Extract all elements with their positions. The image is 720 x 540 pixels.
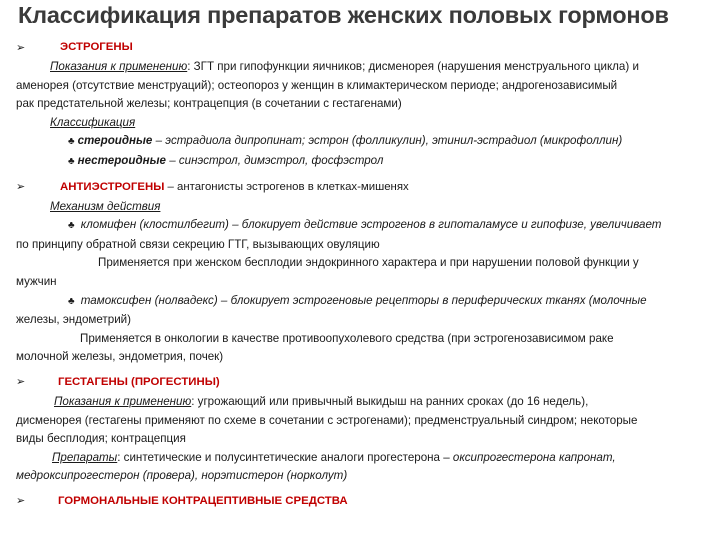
arrow-bullet-icon: ➢	[16, 495, 26, 508]
tamoxifen-line2: железы, эндометрий)	[16, 313, 132, 327]
arrow-bullet-icon: ➢	[16, 376, 26, 389]
arrow-bullet-icon: ➢	[16, 41, 26, 54]
arrow-bullet-icon: ➢	[16, 181, 26, 194]
estrogens-indications-line3: рак предстательной железы; контрацепция (в сочетании с гестагенами)	[16, 97, 402, 111]
estrogens-indications-line2: аменорея (отсутствие менструаций); остеопороз у женщин в климактерическом периоде; андрогенозависимый	[16, 78, 618, 92]
gestagens-drugs-line2: медроксипрогестерон (провера), норэтистерон (норколут)	[16, 469, 348, 483]
estrogens-indications: Показания к применению: ЗГТ при гипофункции яичников; дисменорея (нарушения менструального цикла) и	[50, 60, 639, 73]
clomiphene-line2: по принципу обратной связи секрецию ГТГ, вызывающих овуляцию	[16, 237, 380, 251]
section-heading-estrogens	[16, 36, 706, 58]
contraceptives-heading: ГОРМОНАЛЬНЫЕ КОНТРАЦЕПТИВНЫЕ СРЕДСТВА	[58, 494, 348, 507]
document-body	[16, 36, 706, 512]
tamoxifen-item: ♣ тамоксифен (нолвадекс) – блокирует эстрогеновые рецепторы в периферических тканях (молочные	[68, 293, 647, 307]
gestagens-drugs: Препараты: синтетические и полусинтетические аналоги прогестерона – оксипрогестерона капронат,	[52, 450, 616, 464]
section-heading-contraceptives	[16, 490, 706, 512]
antiestrogens-mechanism-label: Механизм действия	[50, 199, 161, 213]
gestagens-indications: Показания к применению: угрожающий или привычный выкидыш на ранних сроках (до 16 недель),	[54, 394, 589, 408]
estrogens-steroid-item: ♣ стероидные – эстрадиола дипропинат; эстрон (фолликулин), этинил-эстрадиол (микрофоллин)	[68, 134, 623, 148]
club-bullet-icon: ♣	[68, 220, 75, 232]
gestagens-indications-line2: дисменорея (гестагены применяют по схеме в сочетании с эстрогенами); предменструальный синдром; некоторые	[16, 413, 638, 427]
antiestrogens-heading: АНТИЭСТРОГЕНЫ	[60, 180, 165, 193]
club-bullet-icon: ♣	[68, 295, 75, 307]
gestagens-indications-line3: виды бесплодия; контрацепция	[16, 432, 186, 446]
section-heading-gestagens	[16, 371, 706, 393]
clomiphene-use: Применяется при женском бесплодии эндокринного характера и при нарушении половой функции у	[98, 256, 639, 270]
clomiphene-item: ♣ кломифен (клостилбегит) – блокирует действие эстрогенов в гипоталамусе и гипофизе, увеличивает	[68, 218, 662, 232]
estrogens-classification-label: Классификация	[50, 115, 136, 129]
antiestrogens-heading-desc: – антагонисты эстрогенов в клетках-мишенях	[164, 180, 409, 193]
estrogens-heading: ЭСТРОГЕНЫ	[60, 41, 133, 53]
section-heading-antiestrogens	[16, 176, 706, 198]
estrogens-nonsteroid-item: ♣ нестероидные – синэстрол, димэстрол, фосфэстрол	[68, 153, 384, 167]
clomiphene-use-line2: мужчин	[16, 274, 57, 288]
tamoxifen-use: Применяется в онкологии в качестве противоопухолевого средства (при эстрогенозависимом раке	[80, 331, 614, 345]
gestagens-heading: ГЕСТАГЕНЫ (ПРОГЕСТИНЫ)	[58, 375, 220, 388]
club-bullet-icon: ♣	[68, 136, 75, 148]
club-bullet-icon: ♣	[68, 155, 75, 167]
page-title: Классификация препаратов женских половых гормонов	[18, 2, 669, 28]
tamoxifen-use-line2: молочной железы, эндометрия, почек)	[16, 350, 224, 364]
